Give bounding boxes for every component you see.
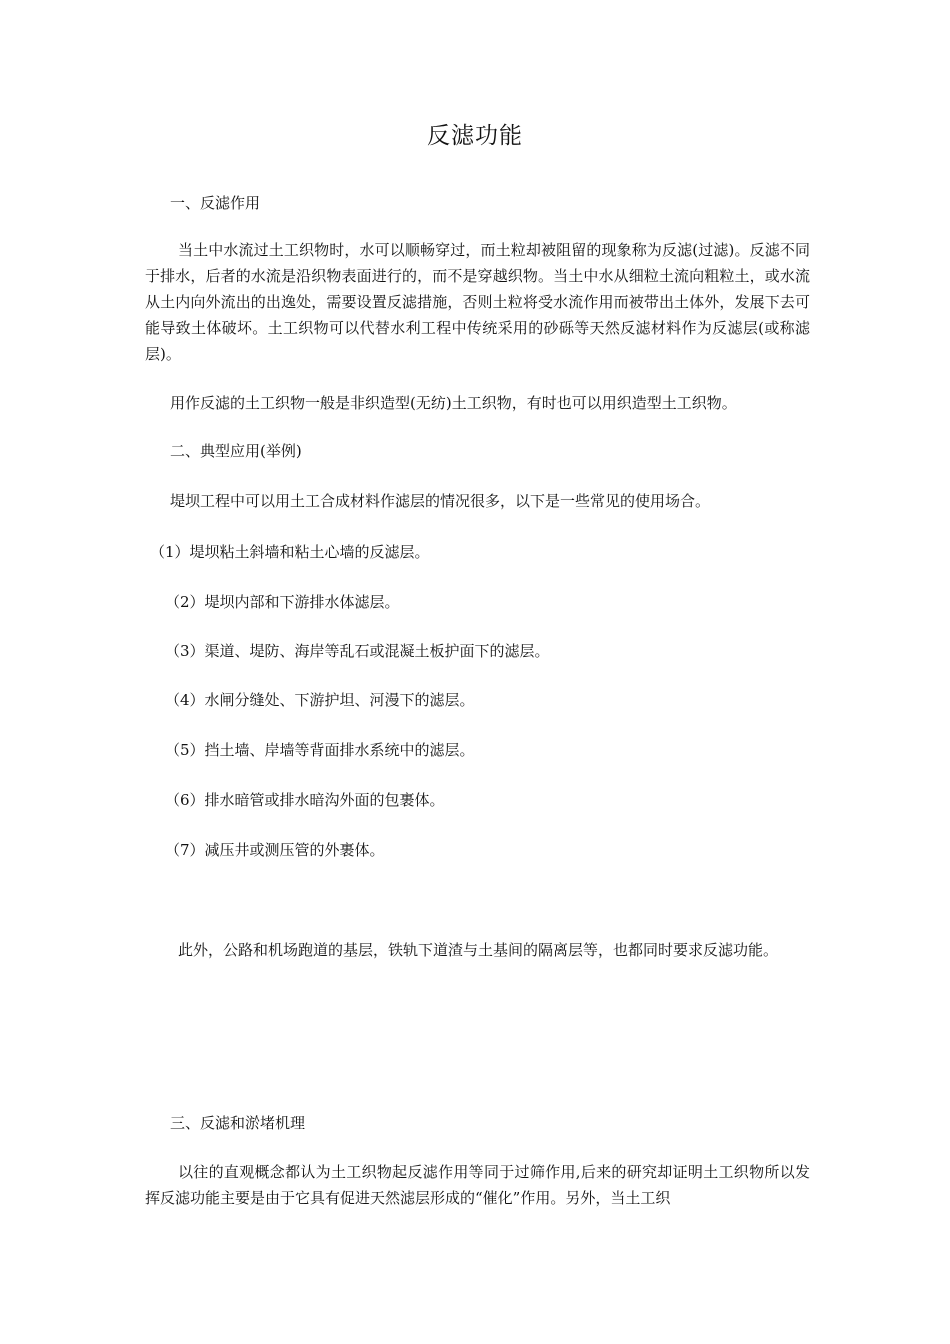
section1-paragraph-2: 用作反滤的土工织物一般是非织造型(无纺)土工织物，有时也可以用织造型土工织物。 <box>170 394 737 412</box>
section2-extra-paragraph: 此外，公路和机场跑道的基层，铁轨下道渣与土基间的隔离层等，也都同时要求反滤功能。 <box>178 941 779 959</box>
list-item: （4）水闸分缝处、下游护坦、河漫下的滤层。 <box>165 691 475 709</box>
list-item: （3）渠道、堤防、海岸等乱石或混凝土板护面下的滤层。 <box>165 642 550 660</box>
document-title: 反滤功能 <box>427 123 523 149</box>
list-item: （6）排水暗管或排水暗沟外面的包裹体。 <box>165 791 445 809</box>
section3-paragraph-1: 以往的直观概念都认为土工织物起反滤作用等同于过筛作用,后来的研究却证明土工织物所以发挥反滤功能主要是由于它具有促进天然滤层形成的“催化”作用。另外，当土工织 <box>145 1163 810 1207</box>
section2-intro: 堤坝工程中可以用土工合成材料作滤层的情况很多，以下是一些常见的使用场合。 <box>170 492 711 510</box>
section1-heading: 一、反滤作用 <box>170 194 261 212</box>
list-item: （1）堤坝粘土斜墙和粘土心墙的反滤层。 <box>150 543 430 561</box>
section3-heading: 三、反滤和淤堵机理 <box>170 1114 306 1132</box>
list-item: （5）挡土墙、岸墙等背面排水系统中的滤层。 <box>165 741 475 759</box>
list-item: （2）堤坝内部和下游排水体滤层。 <box>165 593 400 611</box>
list-item: （7）减压井或测压管的外裹体。 <box>165 841 385 859</box>
section2-heading: 二、典型应用(举例) <box>170 442 302 460</box>
section1-paragraph-1: 当土中水流过土工织物时，水可以顺畅穿过，而土粒却被阻留的现象称为反滤(过滤)。反滤不同于排水，后者的水流是沿织物表面进行的，而不是穿越织物。当土中水从细粒土流向粗粒土，或水流从土内向外流出的出逸处，需要设置反滤措施，否则土粒将受水流作用而被带出土体外，发展下去可能导致土体破坏。土工织物可以代替水利工程中传统采用的砂砾等天然反滤材料作为反滤层(或称滤层)。 <box>145 241 810 363</box>
